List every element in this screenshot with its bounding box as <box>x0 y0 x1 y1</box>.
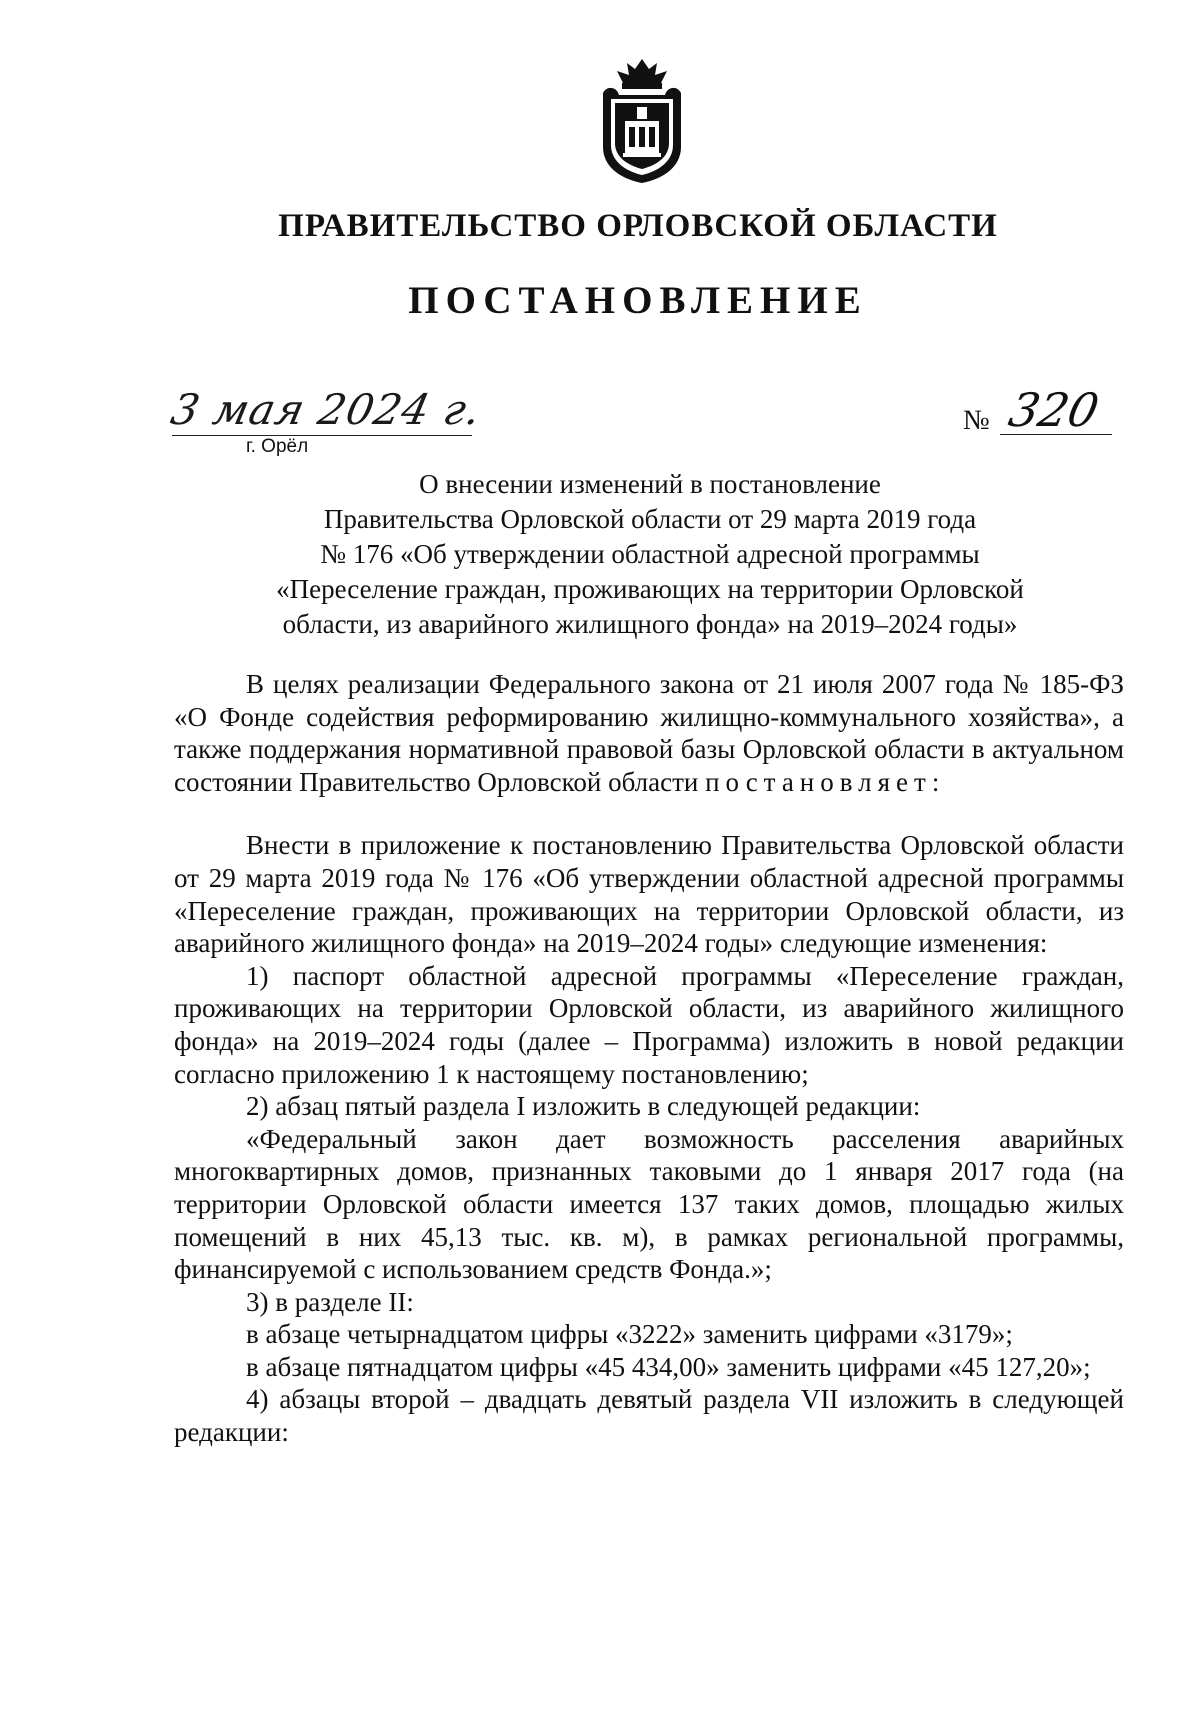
title-line: О внесении изменений в постановление <box>419 469 881 499</box>
number-underline <box>1000 434 1112 435</box>
paragraph-item-3: 3) в разделе II: <box>246 1286 414 1317</box>
document-title <box>200 467 1100 642</box>
title-line: № 176 «Об утверждении областной адресной программы <box>320 539 980 569</box>
title-line: Правительства Орловской области от 29 марта 2019 года <box>323 504 977 534</box>
paragraph-item-1: 1) паспорт областной адресной программы «Переселение граждан, проживающих на территории Орловской области, из аварийного жилищного фонда» на 2019–2024 годы (далее – Программа) изложить в новой редакции согласно приложению 1 к настоящему постановлению; <box>174 960 1124 1089</box>
coat-of-arms-emblem <box>597 55 687 185</box>
organization-name: ПРАВИТЕЛЬСТВО ОРЛОВСКОЙ ОБЛАСТИ <box>278 208 998 244</box>
document-body <box>174 668 1124 1449</box>
number-label: № <box>963 405 990 436</box>
handwritten-date: 3 мая 2024 г. <box>166 385 487 434</box>
paragraph-sub-2: в абзаце пятнадцатом цифры «45 434,00» заменить цифрами «45 127,20»; <box>246 1351 1091 1382</box>
paragraph-intro: Внести в приложение к постановлению Правительства Орловской области от 29 марта 2019 года № 176 «Об утверждении областной адресной программы «Переселение граждан, проживающих на территории Орловской области, из аварийного жилищного фонда» на 2019–2024 годы» следующие изменения: <box>174 830 1124 959</box>
paragraph-item-2: 2) абзац пятый раздела I изложить в следующей редакции: <box>246 1091 921 1122</box>
title-line: области, из аварийного жилищного фонда» на 2019–2024 годы» <box>282 609 1018 639</box>
paragraph-preamble <box>174 668 1124 798</box>
paragraph-item-4: 4) абзацы второй – двадцать девятый раздела VII изложить в следующей редакции: <box>174 1384 1124 1448</box>
resolves-word: постановляет: <box>705 766 946 797</box>
preamble-text: В целях реализации Федерального закона от 21 июля 2007 года № 185-ФЗ «О Фонде содействия реформированию жилищно-коммунального хозяйства», а также поддержания нормативной правовой базы Орловской области в актуальном состоянии Правительство Орловской области <box>174 669 1124 797</box>
handwritten-number: 320 <box>1004 383 1104 437</box>
paragraph-quote: «Федеральный закон дает возможность расселения аварийных многоквартирных домов, признанных таковыми до 1 января 2017 года (на территории Орловской области имеется 137 таких домов, площадью жилых помещений в них 45,13 тыс. кв. м), в рамках региональной программы, финансируемой с использованием средств Фонда.»; <box>174 1123 1124 1285</box>
date-underline <box>172 435 472 436</box>
paragraph-sub-1: в абзаце четырнадцатом цифры «3222» заменить цифрами «3179»; <box>246 1319 1013 1350</box>
city-label: г. Орёл <box>246 436 309 457</box>
title-line: «Переселение граждан, проживающих на территории Орловской <box>276 574 1024 604</box>
document-type: ПОСТАНОВЛЕНИЕ <box>408 279 868 322</box>
